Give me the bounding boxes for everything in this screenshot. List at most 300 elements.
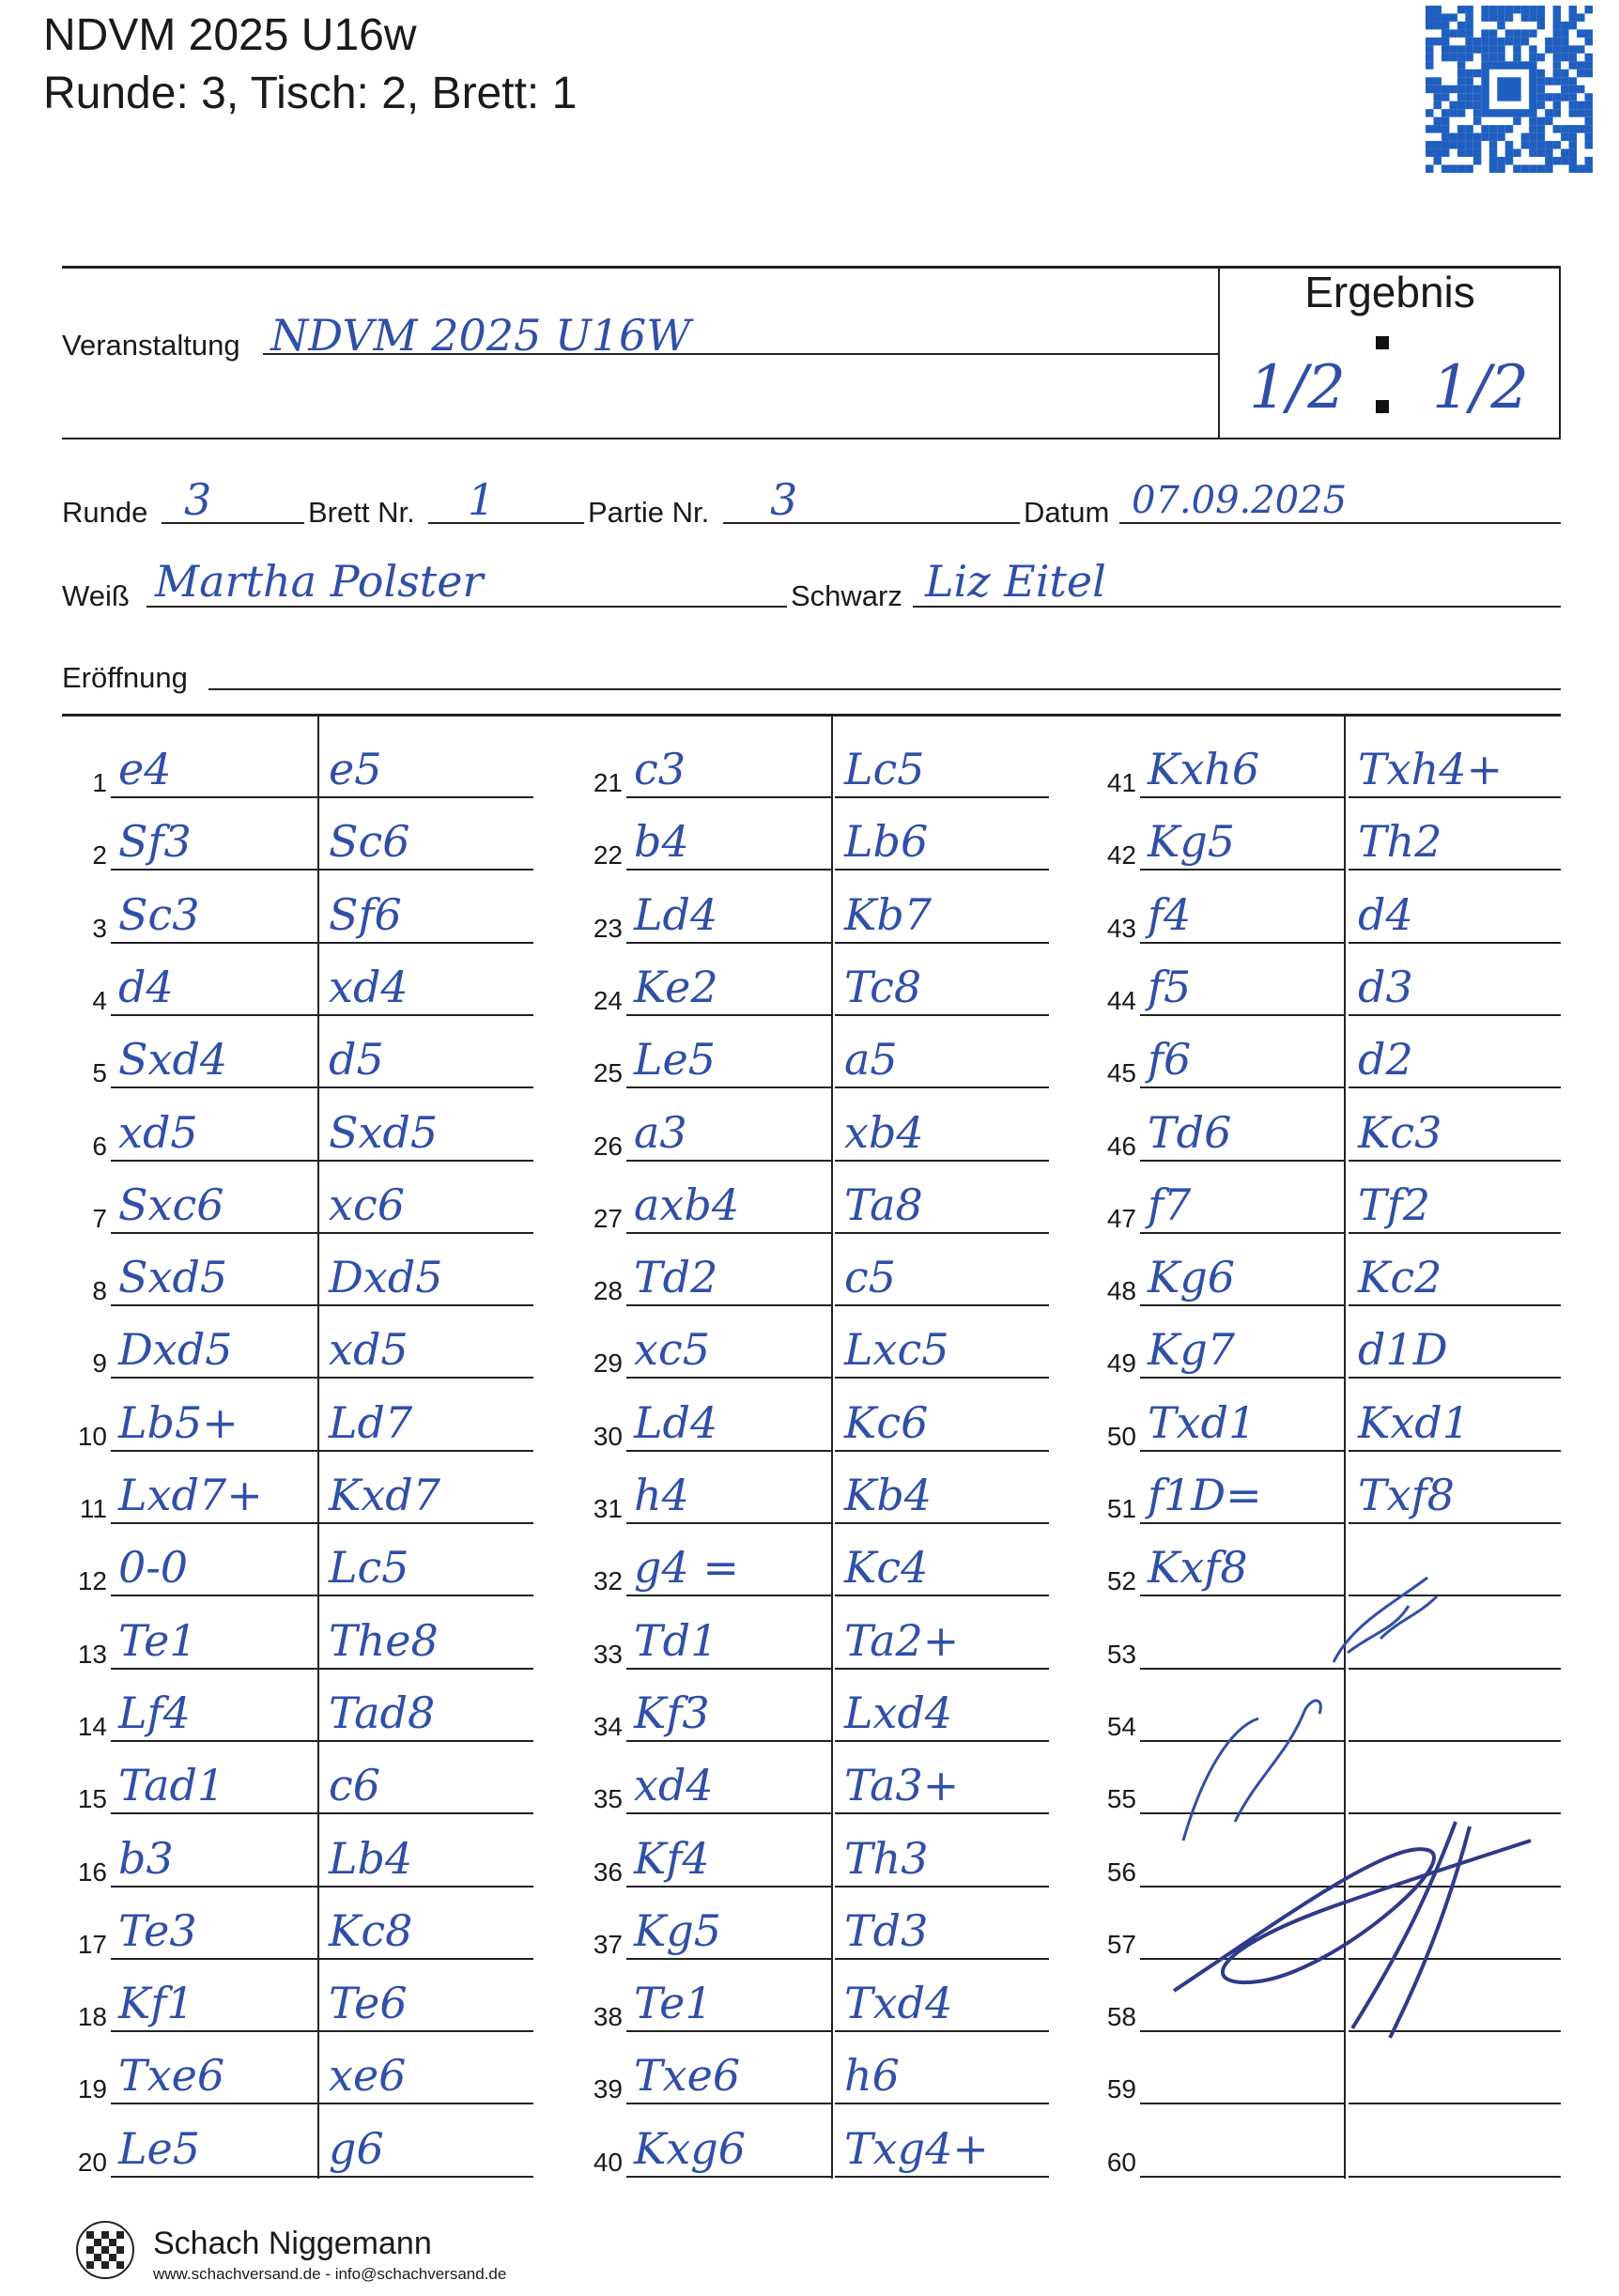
moves-top-rule — [62, 714, 1561, 717]
black-move: Kxd7 — [329, 1470, 441, 1520]
white-move: Kg5 — [1148, 816, 1236, 868]
move-number: 4 — [92, 985, 107, 1015]
move-number: 45 — [1106, 1058, 1136, 1088]
ergebnis-box-left — [1218, 266, 1220, 439]
white-move: Kg5 — [634, 1904, 722, 1956]
move-number: 26 — [593, 1131, 623, 1161]
ergebnis-label: Ergebnis — [1304, 268, 1475, 316]
veranstaltung-label: Veranstaltung — [62, 329, 240, 362]
move-number: 10 — [77, 1421, 107, 1451]
white-move: Sxd5 — [118, 1252, 228, 1303]
black-move: Kb4 — [844, 1470, 933, 1520]
runde-label: Runde — [62, 496, 148, 529]
move-number: 5 — [92, 1058, 107, 1088]
white-move: Sc3 — [118, 888, 200, 940]
black-move: Kc4 — [844, 1542, 929, 1594]
black-move: Tc8 — [844, 961, 922, 1012]
move-number: 11 — [79, 1494, 107, 1523]
move-number: 48 — [1106, 1276, 1136, 1306]
black-move: Txg4+ — [844, 2122, 989, 2174]
black-move: Kc2 — [1358, 1252, 1442, 1303]
white-move: Lf4 — [118, 1687, 191, 1738]
white-move-line — [626, 1377, 833, 1379]
black-move-line — [319, 1886, 533, 1888]
qr-code — [1426, 6, 1593, 173]
move-number: 46 — [1106, 1131, 1136, 1161]
white-move-line — [111, 869, 317, 871]
black-move-line — [319, 2030, 533, 2032]
black-move: Lxc5 — [844, 1324, 949, 1376]
black-move-line — [835, 1740, 1049, 1742]
black-move-line — [319, 1086, 533, 1088]
sheet-subtitle: Runde: 3, Tisch: 2, Brett: 1 — [43, 69, 578, 118]
move-number: 33 — [593, 1639, 623, 1669]
black-move-line — [835, 1595, 1049, 1596]
white-move-line — [626, 1232, 833, 1234]
white-move-line — [626, 1740, 833, 1742]
move-number: 32 — [593, 1566, 623, 1596]
white-move-line — [111, 1450, 317, 1452]
black-move-line — [319, 1958, 533, 1960]
white-move: f7 — [1148, 1179, 1192, 1230]
white-move: Txe6 — [634, 2050, 741, 2102]
white-move: Kg6 — [1148, 1252, 1236, 1303]
white-move-line — [111, 1377, 317, 1379]
black-move-line — [319, 1740, 533, 1742]
move-number: 31 — [593, 1494, 623, 1523]
move-number: 17 — [77, 1929, 107, 1959]
white-move-line — [111, 2030, 317, 2032]
white-move: f5 — [1148, 961, 1192, 1012]
move-number: 35 — [593, 1784, 623, 1814]
white-move-line — [1140, 1160, 1345, 1162]
white-move-line — [111, 1086, 317, 1088]
datum-value: 07.09.2025 — [1132, 479, 1348, 522]
ergebnis-black: 1/2 — [1432, 353, 1529, 423]
white-move: f6 — [1148, 1034, 1192, 1086]
white-move-line — [111, 2103, 317, 2104]
move-number: 28 — [593, 1276, 623, 1306]
white-move-line — [1140, 1086, 1345, 1088]
white-move: Kxg6 — [634, 2122, 747, 2174]
black-move: Kxd1 — [1358, 1396, 1471, 1448]
white-move-line — [111, 1812, 317, 1814]
white-move: xd5 — [118, 1106, 198, 1158]
white-move-line — [111, 1886, 317, 1888]
black-move: Lb4 — [329, 1832, 413, 1884]
black-move-line — [835, 1014, 1049, 1016]
black-move-line — [835, 1668, 1049, 1670]
white-move: Te3 — [118, 1904, 197, 1956]
move-number: 37 — [593, 1929, 623, 1959]
white-move-line — [1140, 1522, 1345, 1524]
move-number: 16 — [77, 1857, 107, 1887]
black-move-line — [1349, 2176, 1561, 2178]
white-move-line — [626, 1086, 833, 1088]
black-move-line — [319, 1377, 533, 1379]
white-move: Txd1 — [1148, 1396, 1257, 1448]
black-move: d4 — [1358, 888, 1413, 940]
ergebnis-dot-top — [1376, 336, 1389, 349]
black-move-line — [835, 869, 1049, 871]
black-move: Tf2 — [1358, 1179, 1430, 1230]
white-move-line — [626, 796, 833, 798]
black-move-line — [1349, 1522, 1561, 1524]
black-move: d2 — [1358, 1034, 1413, 1086]
move-number: 29 — [593, 1348, 623, 1379]
black-move: Sxd5 — [329, 1106, 439, 1158]
move-number: 39 — [593, 2074, 623, 2104]
footer-contact: www.schachversand.de - info@schachversand.de — [153, 2265, 507, 2283]
black-move-line — [1349, 1232, 1561, 1234]
white-move-line — [1140, 796, 1345, 798]
black-move-line — [835, 1160, 1049, 1162]
black-move: xc6 — [329, 1179, 405, 1230]
move-number: 30 — [593, 1421, 623, 1451]
white-move-line — [111, 1595, 317, 1596]
white-move: b3 — [118, 1832, 174, 1884]
black-move-line — [319, 1522, 533, 1524]
move-number: 23 — [593, 913, 623, 943]
black-move: e5 — [329, 744, 382, 794]
black-move: Txh4+ — [1358, 744, 1503, 794]
black-move: Sc6 — [329, 816, 410, 868]
white-move: d4 — [118, 961, 174, 1012]
black-move: Tad8 — [329, 1687, 436, 1738]
eroeffnung-label: Eröffnung — [62, 661, 188, 694]
move-number: 9 — [92, 1348, 107, 1379]
black-move-line — [319, 1812, 533, 1814]
white-move: Le5 — [634, 1034, 717, 1086]
move-number: 36 — [593, 1857, 623, 1887]
white-move-line — [1140, 1377, 1345, 1379]
move-number: 3 — [92, 913, 107, 943]
black-move-line — [835, 1958, 1049, 1960]
brett-value: 1 — [468, 474, 496, 525]
white-move-line — [111, 1304, 317, 1306]
white-move: f1D= — [1148, 1470, 1262, 1520]
move-number: 57 — [1106, 1929, 1136, 1959]
white-move: Te1 — [634, 1978, 713, 2029]
white-move: Lxd7+ — [118, 1470, 263, 1520]
white-move-line — [1140, 2176, 1345, 2178]
ergebnis-white: 1/2 — [1249, 353, 1346, 423]
white-move-line — [626, 942, 833, 944]
black-move-line — [1349, 1160, 1561, 1162]
white-move-line — [111, 1160, 317, 1162]
move-number: 54 — [1106, 1711, 1136, 1741]
white-move: Dxd5 — [118, 1324, 233, 1376]
black-move: d1D — [1358, 1324, 1448, 1376]
white-move-line — [626, 1014, 833, 1016]
move-number: 1 — [92, 768, 107, 797]
black-move-line — [319, 1232, 533, 1234]
move-number: 47 — [1106, 1203, 1136, 1233]
schwarz-value: Liz Eitel — [925, 556, 1106, 607]
datum-label: Datum — [1024, 496, 1110, 529]
move-number: 40 — [593, 2147, 623, 2177]
move-number: 43 — [1106, 913, 1136, 943]
move-number: 51 — [1106, 1494, 1136, 1523]
move-number: 22 — [593, 840, 623, 871]
white-move-line — [626, 1304, 833, 1306]
black-move-line — [835, 1377, 1049, 1379]
white-move-line — [1140, 2103, 1345, 2104]
white-move: Td1 — [634, 1614, 718, 1666]
black-move: Dxd5 — [329, 1252, 443, 1303]
veranstaltung-value: NDVM 2025 U16W — [270, 310, 691, 361]
black-move-line — [835, 796, 1049, 798]
black-move: Lb6 — [844, 816, 929, 868]
white-move-line — [1140, 869, 1345, 871]
white-move: Kf3 — [634, 1687, 710, 1738]
move-number: 49 — [1106, 1348, 1136, 1379]
move-number: 15 — [77, 1784, 107, 1814]
black-move-line — [835, 1232, 1049, 1234]
runde-line — [162, 522, 304, 524]
black-move-line — [835, 1304, 1049, 1306]
white-move: b4 — [634, 816, 689, 868]
move-number: 7 — [92, 1203, 107, 1233]
black-move: Lc5 — [329, 1542, 409, 1594]
black-move: c6 — [329, 1760, 381, 1811]
black-move-line — [835, 1886, 1049, 1888]
black-move-line — [1349, 2103, 1561, 2104]
white-move: axb4 — [634, 1179, 740, 1230]
black-move-line — [1349, 796, 1561, 798]
black-move: Kb7 — [844, 888, 933, 940]
white-move-line — [1140, 1232, 1345, 1234]
eroeffnung-line — [208, 688, 1561, 690]
move-number: 60 — [1106, 2147, 1136, 2177]
black-move: Lxd4 — [844, 1687, 953, 1738]
move-number: 42 — [1106, 840, 1136, 871]
black-move-line — [1349, 1014, 1561, 1016]
white-move: c3 — [634, 744, 686, 794]
black-move-line — [319, 1304, 533, 1306]
black-move: Txf8 — [1358, 1470, 1455, 1520]
move-number: 59 — [1106, 2074, 1136, 2104]
white-move: Lb5+ — [118, 1396, 239, 1448]
weiss-label: Weiß — [62, 579, 130, 612]
runde-value: 3 — [184, 474, 212, 525]
footer-brand: Schach Niggemann — [153, 2226, 432, 2261]
white-move-line — [626, 869, 833, 871]
black-move-line — [319, 942, 533, 944]
move-number: 19 — [77, 2074, 107, 2104]
white-move: a3 — [634, 1106, 687, 1158]
black-move-line — [1349, 1086, 1561, 1088]
black-move: Kc6 — [844, 1396, 929, 1448]
white-move: xd4 — [634, 1760, 714, 1811]
white-move: Txe6 — [118, 2050, 225, 2102]
black-move: Ta3+ — [844, 1760, 960, 1811]
white-move-line — [111, 942, 317, 944]
white-move-line — [111, 1014, 317, 1016]
white-move: Tad1 — [118, 1760, 225, 1811]
white-move-line — [111, 1740, 317, 1742]
white-move-line — [1140, 1450, 1345, 1452]
white-move-line — [626, 1668, 833, 1670]
move-number: 52 — [1106, 1566, 1136, 1596]
partie-value: 3 — [770, 474, 798, 525]
black-move: Kc8 — [329, 1904, 413, 1956]
white-move-line — [626, 2103, 833, 2104]
brett-line — [428, 522, 584, 524]
black-move: Sf6 — [329, 888, 402, 940]
move-number: 18 — [77, 2002, 107, 2032]
weiss-value: Martha Polster — [155, 556, 484, 607]
white-move: Sxc6 — [118, 1179, 224, 1230]
black-move: Td3 — [844, 1904, 929, 1956]
move-number: 6 — [92, 1131, 107, 1161]
black-move-line — [1349, 1377, 1561, 1379]
move-number: 8 — [92, 1276, 107, 1306]
black-move: a5 — [844, 1034, 898, 1086]
white-move: e4 — [118, 744, 172, 794]
black-move-line — [835, 2176, 1049, 2178]
move-number: 41 — [1106, 768, 1136, 797]
black-move: Kc3 — [1358, 1106, 1442, 1158]
black-move-line — [319, 1668, 533, 1670]
move-number: 58 — [1106, 2002, 1136, 2032]
black-move: Ta8 — [844, 1179, 923, 1230]
white-move-line — [626, 1958, 833, 1960]
white-move: Td2 — [634, 1252, 718, 1303]
signatures — [1146, 1540, 1559, 2047]
white-move: Le5 — [118, 2122, 201, 2174]
white-move-line — [626, 1812, 833, 1814]
black-move: Th2 — [1358, 816, 1442, 868]
black-move: xd4 — [329, 961, 409, 1012]
white-move: Td6 — [1148, 1106, 1232, 1158]
move-number: 53 — [1106, 1639, 1136, 1669]
black-move-line — [1349, 1304, 1561, 1306]
black-move-line — [319, 1160, 533, 1162]
white-move: Te1 — [118, 1614, 197, 1666]
black-move: xe6 — [329, 2050, 407, 2102]
white-move-line — [111, 1958, 317, 1960]
black-move: xd5 — [329, 1324, 409, 1376]
partie-line — [723, 522, 1020, 524]
white-move-line — [626, 1450, 833, 1452]
white-move-line — [1140, 1014, 1345, 1016]
move-number: 56 — [1106, 1857, 1136, 1887]
black-move: d3 — [1358, 961, 1413, 1012]
black-move-line — [319, 1595, 533, 1596]
black-move-line — [835, 2103, 1049, 2104]
white-move: Kg7 — [1148, 1324, 1236, 1376]
move-number: 21 — [593, 768, 623, 797]
black-move-line — [835, 942, 1049, 944]
move-number: 27 — [593, 1203, 623, 1233]
white-move-line — [626, 1886, 833, 1888]
event-bottom-rule — [62, 438, 1561, 439]
move-number: 25 — [593, 1058, 623, 1088]
black-move: h6 — [844, 2050, 900, 2102]
white-move-line — [111, 796, 317, 798]
sheet-title: NDVM 2025 U16w — [43, 10, 417, 60]
white-move: h4 — [634, 1470, 689, 1520]
move-number: 44 — [1106, 985, 1136, 1015]
white-move-line — [626, 1160, 833, 1162]
move-number: 55 — [1106, 1784, 1136, 1814]
black-move: d5 — [329, 1034, 384, 1086]
white-move-line — [111, 1522, 317, 1524]
black-move-line — [835, 1450, 1049, 1452]
black-move-line — [1349, 869, 1561, 871]
white-move: Ld4 — [634, 1396, 718, 1448]
datum-line — [1119, 522, 1561, 524]
white-move-line — [626, 2176, 833, 2178]
white-move: Ld4 — [634, 888, 718, 940]
move-number: 2 — [92, 840, 107, 871]
white-move-line — [626, 1522, 833, 1524]
black-move-line — [319, 1014, 533, 1016]
move-number: 50 — [1106, 1421, 1136, 1451]
schwarz-label: Schwarz — [791, 579, 902, 612]
white-move: Sf3 — [118, 816, 192, 868]
move-number: 13 — [77, 1639, 107, 1669]
white-move: f4 — [1148, 888, 1192, 940]
black-move-line — [319, 869, 533, 871]
brett-label: Brett Nr. — [308, 496, 415, 529]
black-move-line — [835, 2030, 1049, 2032]
white-move: Kf1 — [118, 1978, 194, 2029]
black-move: Txd4 — [844, 1978, 953, 2029]
black-move-line — [319, 2103, 533, 2104]
move-number: 20 — [77, 2147, 107, 2177]
black-move: Th3 — [844, 1832, 929, 1884]
black-move: c5 — [844, 1252, 897, 1303]
black-move: g6 — [329, 2122, 384, 2174]
black-move: Ta2+ — [844, 1614, 960, 1666]
white-move-line — [1140, 942, 1345, 944]
black-move: Te6 — [329, 1978, 408, 2029]
move-number: 34 — [593, 1711, 623, 1741]
white-move-line — [111, 1232, 317, 1234]
black-move-line — [835, 1812, 1049, 1814]
ergebnis-dot-bottom — [1376, 400, 1389, 413]
black-move: The8 — [329, 1614, 439, 1666]
white-move: xc5 — [634, 1324, 710, 1376]
white-move-line — [626, 2030, 833, 2032]
black-move-line — [1349, 942, 1561, 944]
partie-label: Partie Nr. — [588, 496, 710, 529]
black-move-line — [319, 796, 533, 798]
white-move-line — [111, 2176, 317, 2178]
move-number: 12 — [77, 1566, 107, 1596]
black-move-line — [1349, 1450, 1561, 1452]
white-move-line — [626, 1595, 833, 1596]
white-move: Kxf8 — [1148, 1542, 1248, 1594]
move-number: 38 — [593, 2002, 623, 2032]
white-move: Kxh6 — [1148, 744, 1260, 794]
white-move: Kf4 — [634, 1832, 710, 1884]
black-move-line — [835, 1522, 1049, 1524]
ergebnis-box-right — [1559, 266, 1561, 439]
black-move-line — [835, 1086, 1049, 1088]
white-move: 0-0 — [118, 1542, 189, 1594]
black-move-line — [319, 1450, 533, 1452]
white-move-line — [111, 1668, 317, 1670]
move-number: 24 — [593, 985, 623, 1015]
white-move: Ke2 — [634, 961, 718, 1012]
black-move: Lc5 — [844, 744, 925, 794]
black-move: xb4 — [844, 1106, 924, 1158]
schach-niggemann-logo — [71, 2216, 139, 2284]
black-move: Ld7 — [329, 1396, 413, 1448]
